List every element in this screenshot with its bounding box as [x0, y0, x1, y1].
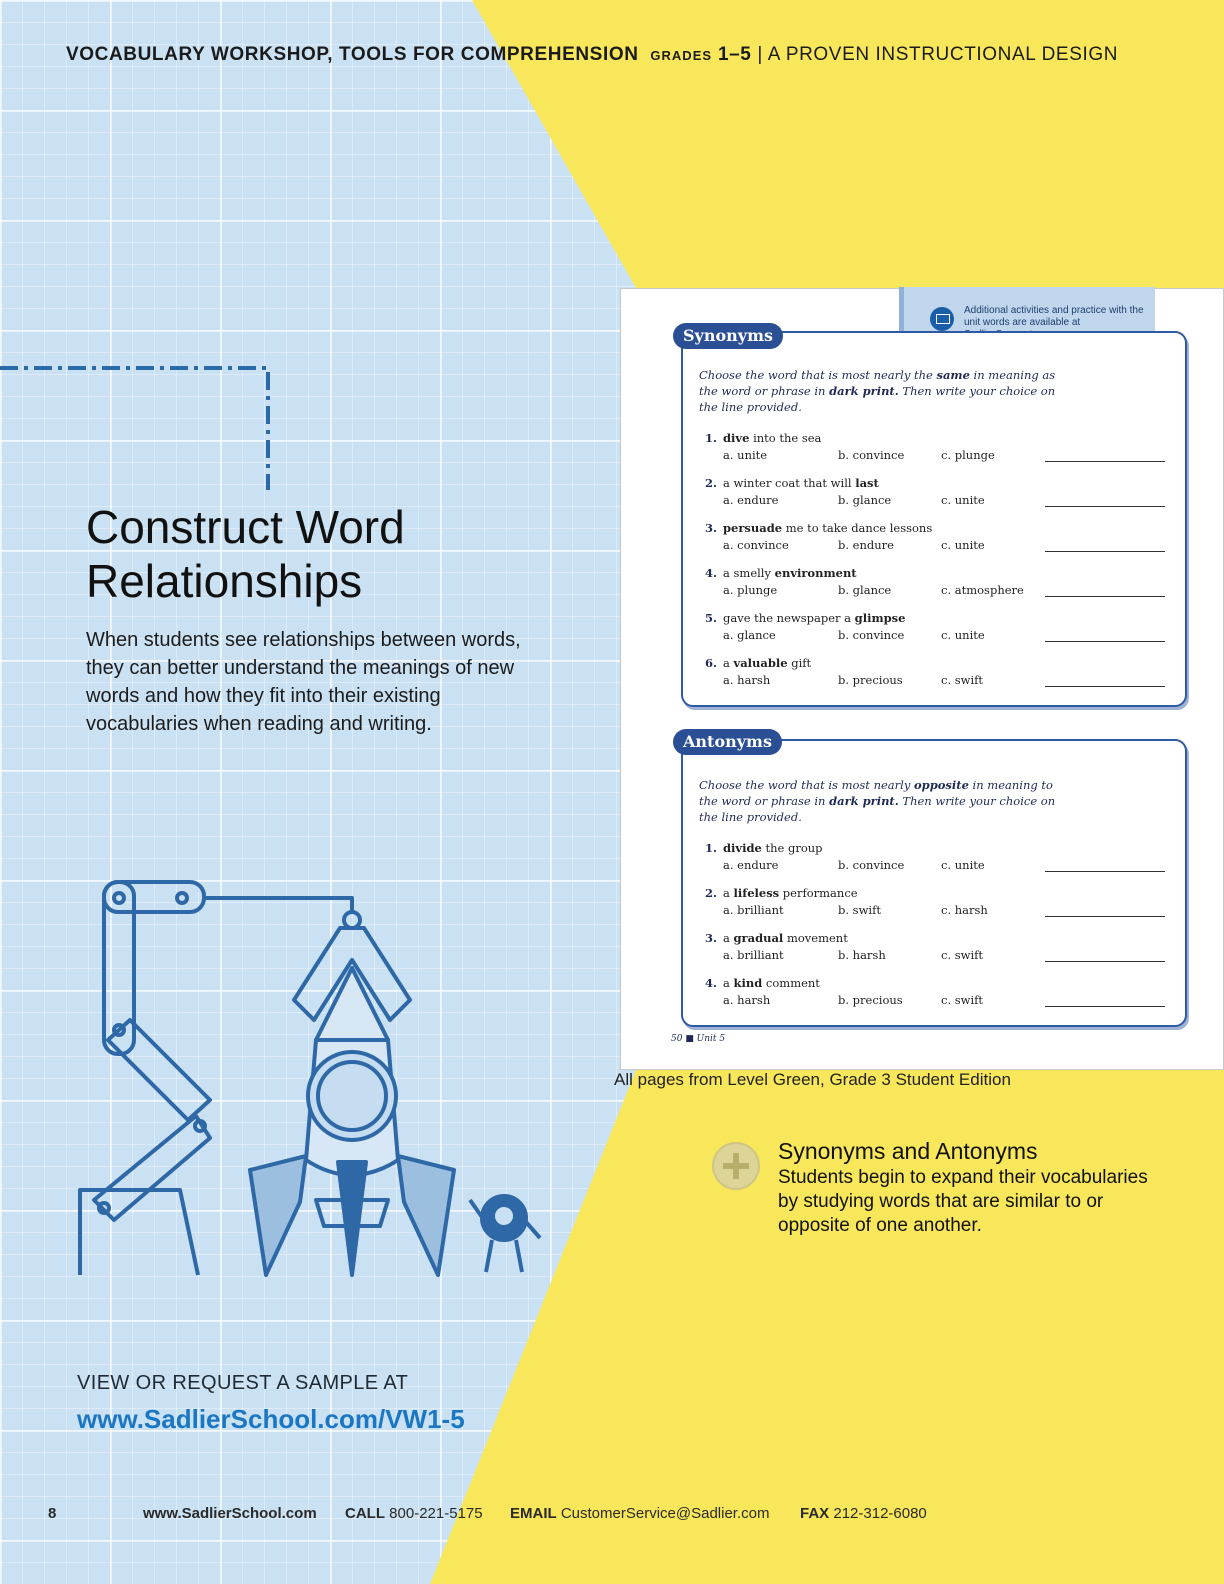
sample-link[interactable]: www.SadlierSchool.com/VW1-5 — [77, 1404, 465, 1434]
option-c: c. unite — [941, 538, 985, 552]
exercise-item — [705, 566, 1175, 600]
intro-paragraph: When students see relationships between words, they can better understand the meanings of new words and how they fit into their existing vocabularies when reading and writing. — [86, 629, 521, 735]
option-c: c. swift — [941, 993, 984, 1007]
item-number: 3. — [705, 521, 718, 535]
page-title — [86, 500, 405, 608]
exercise-item — [705, 476, 1175, 510]
option-a: a. convince — [723, 538, 789, 552]
plus-icon — [712, 1142, 760, 1190]
answer-line[interactable] — [1045, 961, 1165, 962]
option-b: b. precious — [838, 993, 903, 1007]
synonyms-tab: Synonyms — [673, 323, 783, 349]
antonyms-instructions: Choose the word that is most nearly opposite in meaning to the word or phrase in dark print. Then write your choice on the line provided. — [699, 778, 1056, 824]
option-c: c. plunge — [941, 448, 995, 462]
option-b: b. swift — [838, 903, 881, 917]
footer-call: CALL 800-221-5175 — [345, 1505, 483, 1522]
option-c: c. swift — [941, 673, 984, 687]
item-number: 4. — [705, 976, 718, 990]
answer-line[interactable] — [1045, 551, 1165, 552]
worksheet-caption: All pages from Level Green, Grade 3 Student Edition — [614, 1070, 1011, 1089]
footer-email[interactable]: EMAIL CustomerService@Sadlier.com — [510, 1505, 770, 1522]
item-number: 4. — [705, 566, 718, 580]
option-a: a. harsh — [723, 673, 771, 687]
option-b: b. endure — [838, 538, 894, 552]
item-stem: divide the group — [723, 841, 823, 855]
option-b: b. glance — [838, 493, 892, 507]
antonyms-tab: Antonyms — [673, 729, 782, 755]
computer-icon — [930, 307, 954, 331]
header-separator: | — [757, 44, 763, 65]
worksheet-page-number: 50 ■ Unit 5 — [671, 1034, 726, 1044]
item-number: 1. — [705, 431, 718, 445]
item-stem: a gradual movement — [723, 931, 848, 945]
option-c: c. atmosphere — [941, 583, 1024, 597]
answer-line[interactable] — [1045, 461, 1165, 462]
worksheet-sample — [620, 288, 1224, 1070]
option-a: a. brilliant — [723, 903, 784, 917]
answer-line[interactable] — [1045, 641, 1165, 642]
option-b: b. precious — [838, 673, 903, 687]
exercise-item — [705, 521, 1175, 555]
option-c: c. unite — [941, 858, 985, 872]
page-number: 8 — [48, 1505, 57, 1522]
item-stem: persuade me to take dance lessons — [723, 521, 933, 535]
option-a: a. harsh — [723, 993, 771, 1007]
exercise-item — [705, 841, 1175, 875]
answer-line[interactable] — [1045, 1006, 1165, 1007]
synonyms-instructions: Choose the word that is most nearly the same in meaning as the word or phrase in dark print. Then write your choice on the line provided. — [699, 368, 1056, 414]
antonyms-box — [681, 739, 1187, 1027]
option-b: b. harsh — [838, 948, 886, 962]
item-number: 5. — [705, 611, 718, 625]
answer-line[interactable] — [1045, 916, 1165, 917]
option-b: b. glance — [838, 583, 892, 597]
item-number: 2. — [705, 476, 718, 490]
option-a: a. unite — [723, 448, 768, 462]
exercise-item — [705, 976, 1175, 1010]
exercise-item — [705, 611, 1175, 645]
option-b: b. convince — [838, 858, 905, 872]
item-stem: dive into the sea — [723, 431, 822, 445]
answer-line[interactable] — [1045, 596, 1165, 597]
grades-label: GRADES — [650, 48, 713, 63]
feature-text: Students begin to expand their vocabularies by studying words that are similar to or opposite of one another. — [778, 1167, 1148, 1236]
answer-line[interactable] — [1045, 506, 1165, 507]
item-stem: a kind comment — [723, 976, 820, 990]
option-c: c. unite — [941, 628, 985, 642]
option-a: a. glance — [723, 628, 776, 642]
item-number: 6. — [705, 656, 718, 670]
item-stem: a valuable gift — [723, 656, 812, 670]
option-b: b. convince — [838, 628, 905, 642]
option-a: a. endure — [723, 493, 779, 507]
title-line-2: Relationships — [86, 555, 363, 607]
feature-title: Synonyms and Antonyms — [778, 1138, 1038, 1164]
sample-label: VIEW OR REQUEST A SAMPLE AT — [77, 1372, 409, 1394]
option-a: a. endure — [723, 858, 779, 872]
item-number: 1. — [705, 841, 718, 855]
grades-value: 1–5 — [717, 44, 752, 65]
exercise-item — [705, 656, 1175, 690]
exercise-item — [705, 431, 1175, 465]
footer-fax: FAX 212-312-6080 — [800, 1505, 927, 1522]
option-b: b. convince — [838, 448, 905, 462]
promo-text: Additional activities and practice with the unit words are available at — [964, 305, 1144, 328]
header-tagline: A PROVEN INSTRUCTIONAL DESIGN — [767, 44, 1119, 65]
option-a: a. brilliant — [723, 948, 784, 962]
page-header — [66, 44, 1118, 66]
option-c: c. harsh — [941, 903, 988, 917]
item-stem: a lifeless performance — [723, 886, 858, 900]
option-c: c. unite — [941, 493, 985, 507]
exercise-item — [705, 886, 1175, 920]
option-c: c. swift — [941, 948, 984, 962]
title-line-1: Construct Word — [86, 501, 405, 553]
option-a: a. plunge — [723, 583, 778, 597]
item-number: 3. — [705, 931, 718, 945]
answer-line[interactable] — [1045, 871, 1165, 872]
item-stem: a smelly environment — [723, 566, 857, 580]
series-title: VOCABULARY WORKSHOP, TOOLS FOR COMPREHENSION — [66, 44, 639, 65]
answer-line[interactable] — [1045, 686, 1165, 687]
item-number: 2. — [705, 886, 718, 900]
exercise-item — [705, 931, 1175, 965]
footer-website[interactable]: www.SadlierSchool.com — [143, 1505, 317, 1522]
item-stem: a winter coat that will last — [723, 476, 879, 490]
synonyms-box — [681, 331, 1187, 707]
item-stem: gave the newspaper a glimpse — [723, 611, 906, 625]
